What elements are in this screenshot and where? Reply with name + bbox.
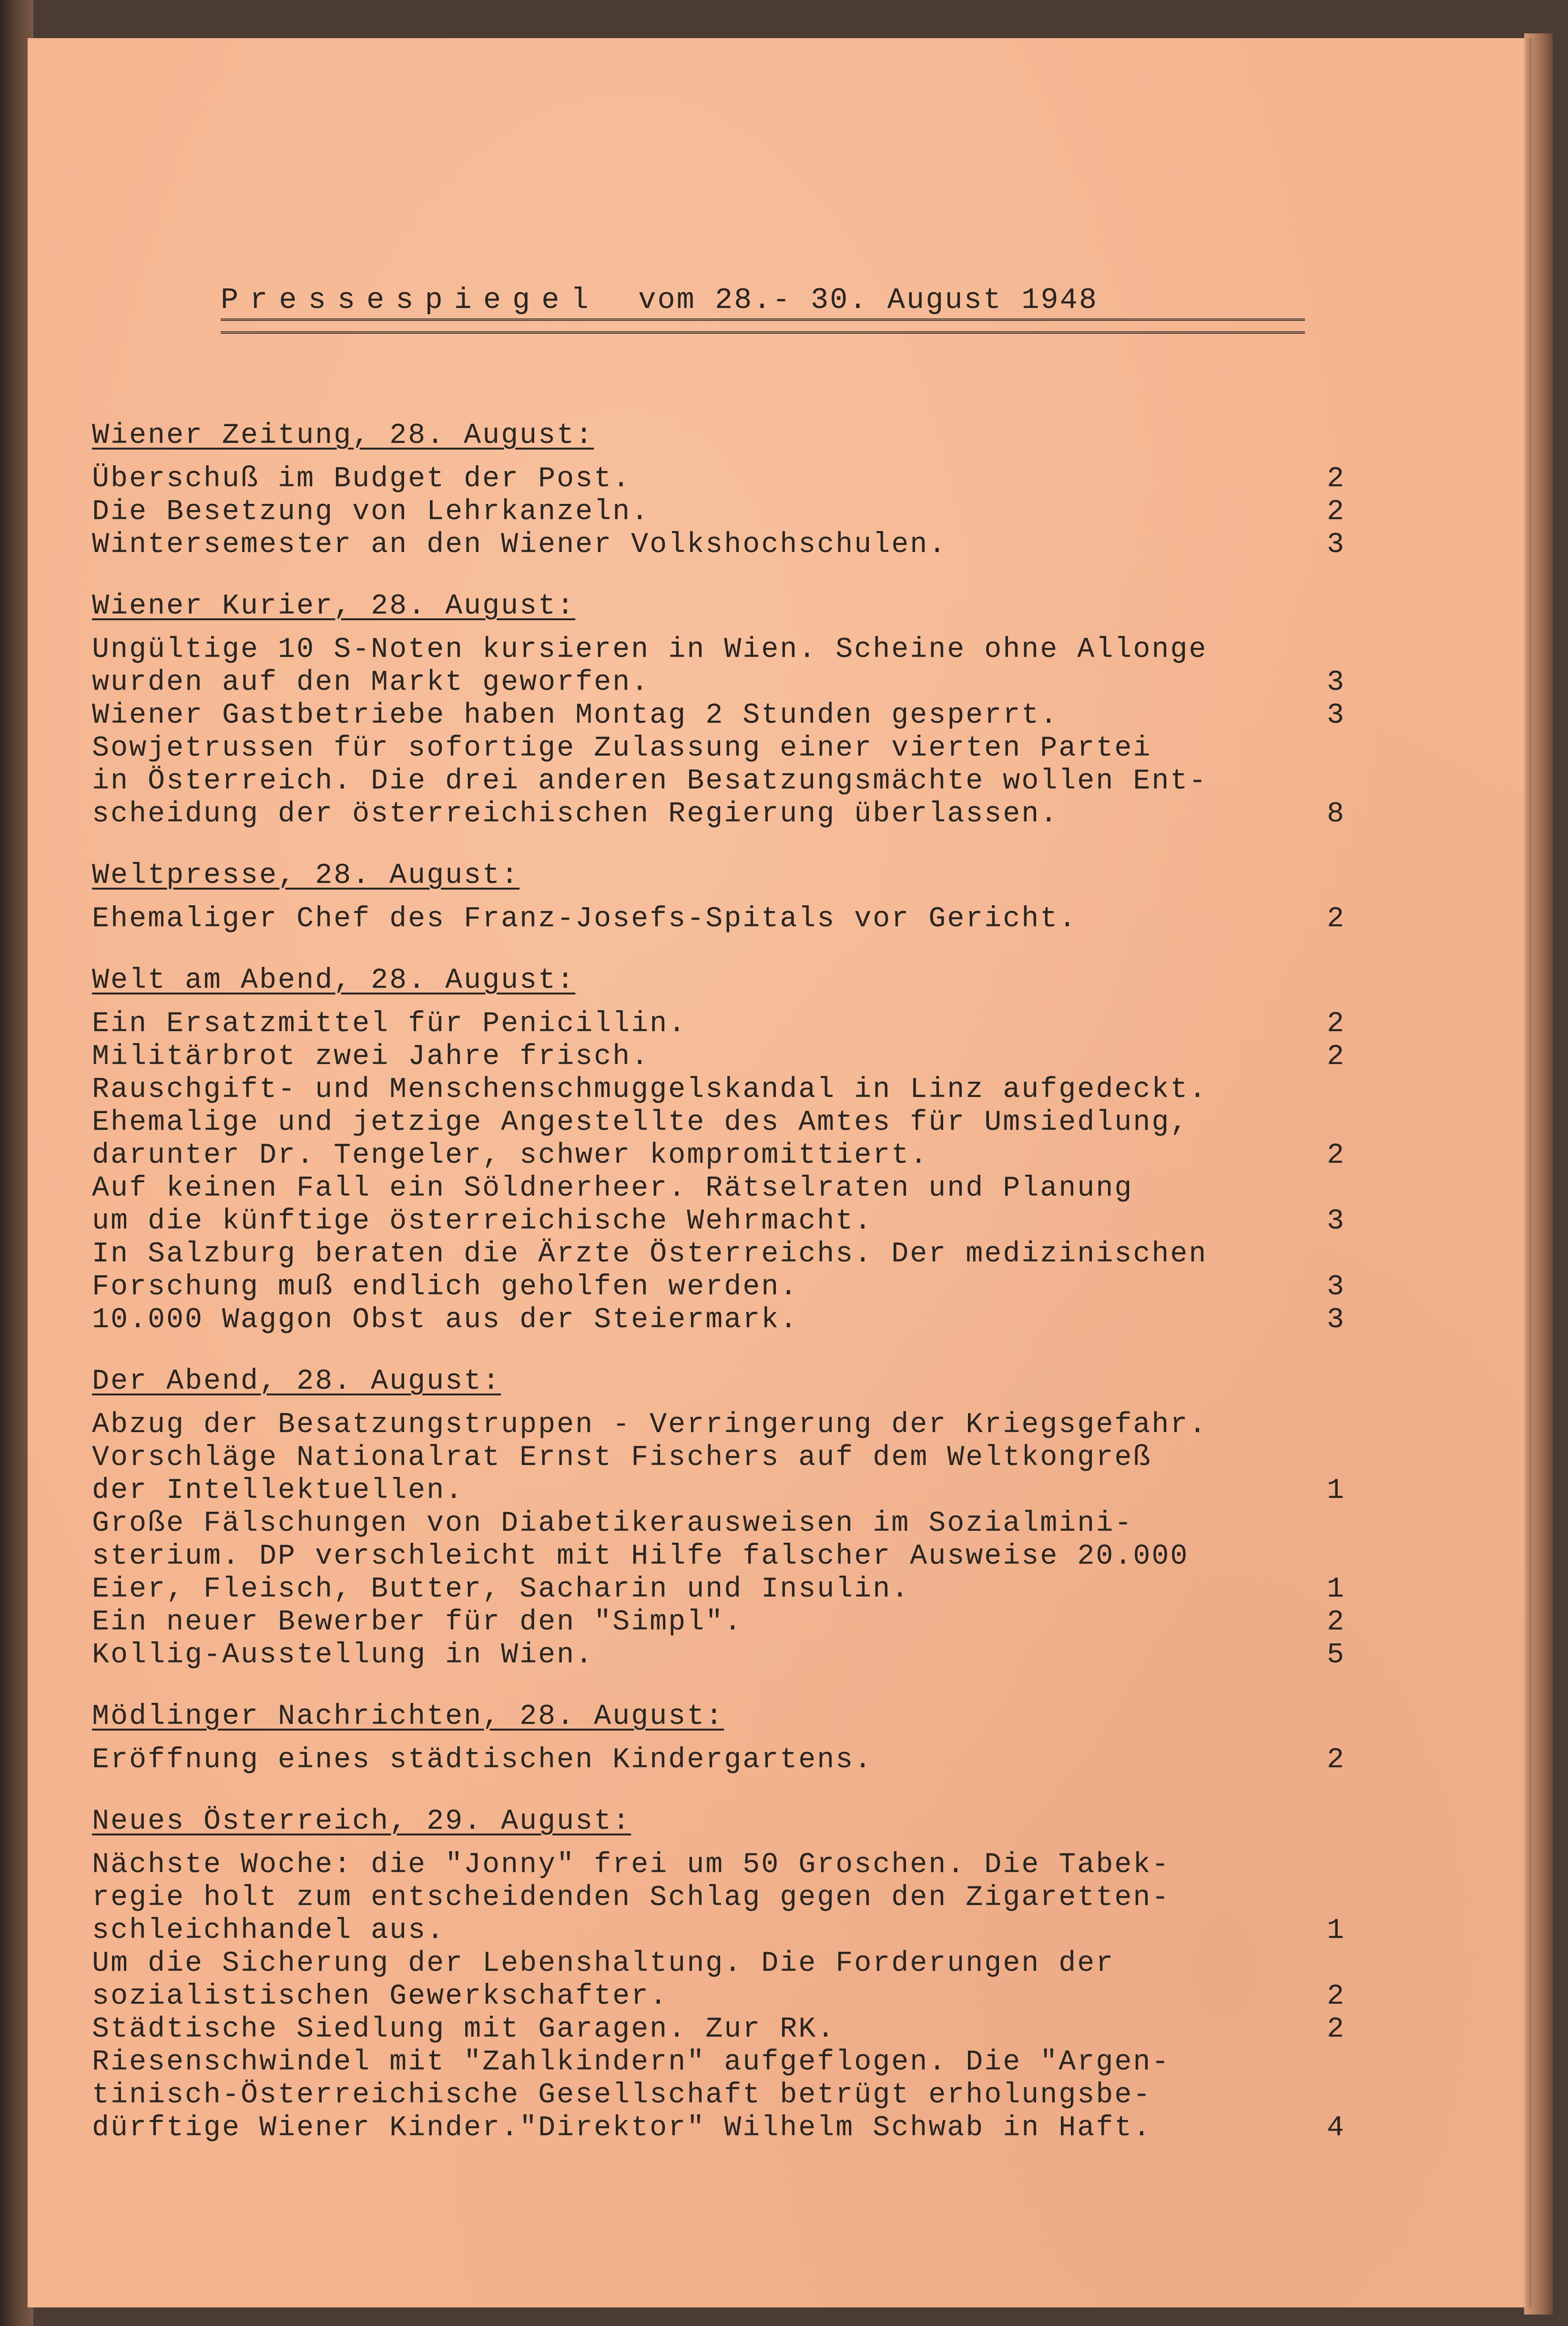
article-page-number: 1 [1326, 1915, 1345, 1947]
article-page-number: 2 [1326, 1139, 1345, 1172]
press-section [92, 420, 1345, 562]
press-section [92, 964, 1345, 1337]
article-title: Ehemaliger Chef des Franz-Josefs-Spitals vor Gericht. [92, 903, 1078, 935]
article-title: Überschuß im Budget der Post. [92, 463, 631, 495]
article-page-number: 1 [1326, 1573, 1345, 1606]
article-page-number: 3 [1326, 1205, 1345, 1238]
article-entry [92, 1041, 1345, 1074]
article-title: Militärbrot zwei Jahre frisch. [92, 1041, 650, 1073]
section-heading: Wiener Zeitung, 28. August: [92, 420, 594, 452]
article-page-number: 2 [1326, 903, 1345, 935]
article-page-number: 2 [1326, 496, 1345, 528]
article-title: Abzug der Besatzungstruppen - Verringerung der Kriegsgefahr. Vorschläge Nationalrat Ernst Fischers auf dem Weltkongreß der Intellektuellen. [92, 1409, 1208, 1507]
title-word: Pressespiegel [221, 283, 600, 317]
title-double-rule [221, 318, 1305, 334]
article-entry [92, 2013, 1345, 2046]
article-entry [92, 463, 1345, 496]
article-entry [92, 732, 1345, 831]
article-entry [92, 1172, 1345, 1238]
article-page-number: 3 [1326, 699, 1345, 732]
article-title: Ungültige 10 S-Noten kursieren in Wien. Scheine ohne Allonge wurden auf den Markt geworfen. [92, 634, 1208, 699]
article-page-number: 2 [1326, 1980, 1345, 2013]
article-title: Rauschgift- und Menschenschmuggelskandal in Linz aufgedeckt. Ehemalige und jetzige Angestellte des Amtes für Umsiedlung, darunter Dr. Tengeler, schwer kompromittiert. [92, 1074, 1208, 1172]
section-heading: Wiener Kurier, 28. August: [92, 590, 576, 623]
article-title: In Salzburg beraten die Ärzte Österreichs. Der medizinischen Forschung muß endlich geholfen werden. [92, 1238, 1208, 1303]
article-page-number: 2 [1326, 463, 1345, 495]
article-page-number: 3 [1326, 529, 1345, 561]
article-page-number: 3 [1326, 1271, 1345, 1303]
article-entry [92, 699, 1345, 732]
press-section [92, 590, 1345, 831]
article-title: Um die Sicherung der Lebenshaltung. Die Forderungen der sozialistischen Gewerkschafter. [92, 1947, 1115, 2013]
article-page-number: 2 [1326, 2013, 1345, 2046]
article-entry [92, 634, 1345, 699]
article-title: 10.000 Waggon Obst aus der Steiermark. [92, 1304, 799, 1336]
article-title: Wintersemester an den Wiener Volkshochschulen. [92, 529, 947, 561]
document-title [221, 284, 1098, 317]
article-entry [92, 903, 1345, 936]
article-entry [92, 1744, 1345, 1777]
article-title: Kollig-Ausstellung in Wien. [92, 1639, 594, 1671]
article-entry [92, 1304, 1345, 1337]
article-page-number: 1 [1326, 1475, 1345, 1507]
press-section [92, 1701, 1345, 1777]
article-page-number: 2 [1326, 1041, 1345, 1073]
article-page-number: 4 [1326, 2112, 1345, 2144]
document-page [28, 38, 1524, 2307]
article-title: Städtische Siedlung mit Garagen. Zur RK. [92, 2013, 836, 2046]
article-title: Auf keinen Fall ein Söldnerheer. Rätselraten und Planung um die künftige österreichische Wehrmacht. [92, 1172, 1133, 1238]
article-entry [92, 1947, 1345, 2013]
article-title: Eröffnung eines städtischen Kindergartens. [92, 1744, 873, 1776]
article-title: Große Fälschungen von Diabetikerausweisen im Sozialmini- sterium. DP verschleicht mit Hilfe falscher Ausweise 20.000 Eier, Fleisch, Butter, Sacharin und Insulin. [92, 1507, 1189, 1606]
article-entry [92, 1606, 1345, 1639]
title-date-range: vom 28.- 30. August 1948 [638, 283, 1099, 317]
article-title: Ein neuer Bewerber für den "Simpl". [92, 1606, 743, 1639]
section-heading: Der Abend, 28. August: [92, 1365, 501, 1398]
article-entry [92, 1409, 1345, 1507]
article-entry [92, 1849, 1345, 1947]
article-entry [92, 2046, 1345, 2145]
article-entry [92, 1074, 1345, 1172]
section-heading: Welt am Abend, 28. August: [92, 964, 576, 997]
article-entry [92, 1507, 1345, 1606]
article-entry [92, 1639, 1345, 1672]
article-page-number: 3 [1326, 1304, 1345, 1336]
article-title: Die Besetzung von Lehrkanzeln. [92, 496, 650, 528]
article-page-number: 8 [1326, 798, 1345, 830]
article-page-number: 2 [1326, 1606, 1345, 1639]
article-entry [92, 1238, 1345, 1304]
press-section [92, 1365, 1345, 1672]
article-title: Ein Ersatzmittel für Penicillin. [92, 1008, 687, 1040]
article-entry [92, 496, 1345, 529]
article-page-number: 2 [1326, 1744, 1345, 1776]
press-section [92, 860, 1345, 936]
press-section [92, 1805, 1345, 2145]
article-title: Nächste Woche: die "Jonny" frei um 50 Groschen. Die Tabek- regie holt zum entscheidenden Schlag gegen den Zigaretten- schleichhandel aus. [92, 1849, 1171, 1947]
article-page-number: 2 [1326, 1008, 1345, 1040]
article-entry [92, 529, 1345, 562]
article-title: Wiener Gastbetriebe haben Montag 2 Stunden gesperrt. [92, 699, 1059, 732]
article-title: Riesenschwindel mit "Zahlkindern" aufgeflogen. Die "Argen- tinisch-Österreichische Gesellschaft betrügt erholungsbe- dürftige Wiener Kinder."Direktor" Wilhelm Schwab in Haft. [92, 2046, 1171, 2144]
article-entry [92, 1008, 1345, 1041]
section-heading: Weltpresse, 28. August: [92, 860, 520, 892]
section-heading: Mödlinger Nachrichten, 28. August: [92, 1701, 724, 1733]
page-stack-edge [1524, 33, 1553, 2315]
article-page-number: 3 [1326, 666, 1345, 699]
article-title: Sowjetrussen für sofortige Zulassung einer vierten Partei in Österreich. Die drei anderen Besatzungsmächte wollen Ent- scheidung der österreichischen Regierung überlassen. [92, 732, 1208, 830]
article-page-number: 5 [1326, 1639, 1345, 1671]
press-sections [92, 420, 1345, 2173]
section-heading: Neues Österreich, 29. August: [92, 1805, 631, 1838]
